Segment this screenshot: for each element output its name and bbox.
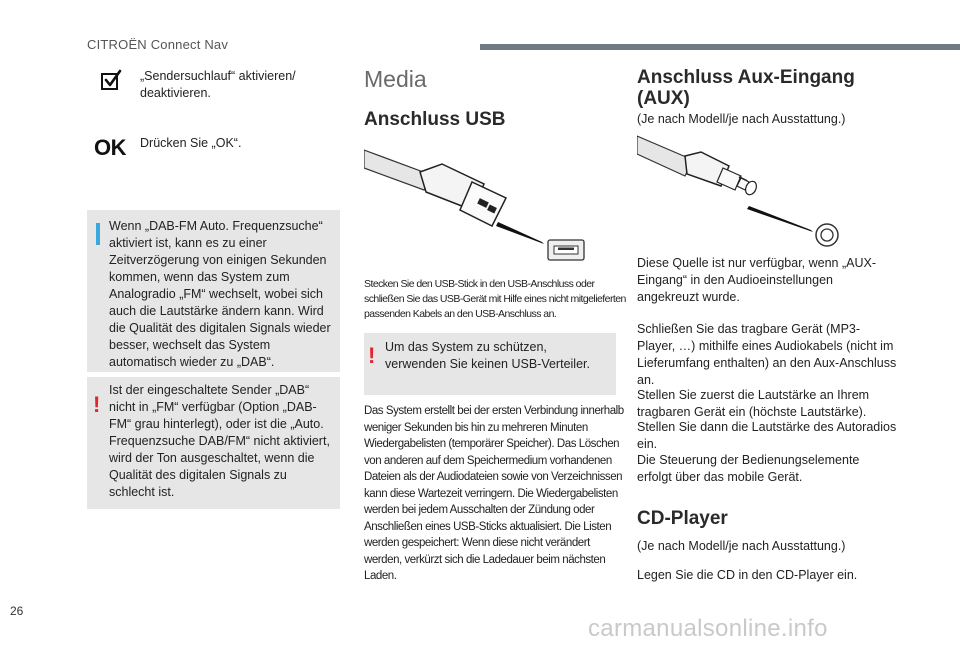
aux-jack-illustration	[637, 134, 847, 250]
aux-paragraph-3b: Stellen Sie dann die Lautstärke des Autoradios ein.	[637, 420, 897, 451]
warning-box	[87, 377, 340, 509]
heading-aux-line1: Anschluss Aux-Eingang	[637, 67, 855, 88]
heading-usb: Anschluss USB	[364, 109, 506, 130]
header-bar	[480, 44, 960, 50]
usb-caption: Stecken Sie den USB-Stick in den USB-Anschluss oder schließen Sie das USB-Gerät mit Hilfe eines nicht mitgelieferten passenden Kabels an den USB-Anschluss an.	[364, 278, 626, 320]
usb-warning-text: Um das System zu schützen, verwenden Sie keinen USB-Verteiler.	[385, 340, 590, 371]
aux-paragraph-1: Diese Quelle ist nur verfügbar, wenn „AUX-Eingang“ in den Audioeinstellungen angekreuzt wurde.	[637, 256, 876, 304]
warning-icon: !	[93, 392, 101, 417]
aux-paragraph-2: Schließen Sie das tragbare Gerät (MP3-Player, …) mithilfe eines Audiokabels (nicht im Lieferumfang enthalten) an den Aux-Anschluss an.	[637, 322, 897, 387]
usb-warning-box	[364, 333, 616, 395]
page-number: 26	[10, 604, 24, 618]
usb-body-text: Das System erstellt bei der ersten Verbindung innerhalb weniger Sekunden bis hin zu mehreren Minuten Wiedergabelisten (temporärer Speicher). Das Löschen von anderen auf dem Speichermedium vorhandenen Dateien als der Audiodateien sowie von Verzeichnissen kann diese Wartezeit verringern. Die Wiedergabelisten werden bei jedem Ausschalten der Zündung oder Anschließen eines USB-Sticks aktualisiert. Die Listen werden gespeichert: Wenn diese nicht verändert werden, verkürzt sich die Ladedauer beim nächsten Laden.	[364, 405, 624, 582]
sendersuchlauf-text: „Sendersuchlauf“ aktivieren/ deaktivieren.	[140, 69, 296, 100]
info-box	[87, 210, 340, 372]
info-box-text: Wenn „DAB-FM Auto. Frequenzsuche“ aktiviert ist, kann es zu einer Zeitverzögerung von einigen Sekunden kommen, wenn das System zum Analogradio „FM“ wechselt, wobei sich auch die Lautstärke ändern kann. Wird die Qualität des digitalen Signals wieder besser, wechselt das System automatisch wieder zu „DAB“.	[109, 219, 331, 369]
watermark: carmanualsonline.info	[588, 615, 828, 642]
header-title: CITROËN Connect Nav	[87, 37, 229, 52]
ok-instruction-text: Drücken Sie „OK“.	[140, 136, 242, 150]
ok-label-icon: OK	[94, 135, 126, 160]
heading-cd-player: CD-Player	[637, 508, 728, 529]
warning-icon: !	[368, 343, 376, 368]
warning-box-text: Ist der eingeschaltete Sender „DAB“ nicht in „FM“ verfügbar (Option „DAB-FM“ grau hinterlegt), oder ist die „Auto. Frequenzsuche DAB/FM“ nicht aktiviert, wird der Ton ausgeschaltet, wenn die Qualität des digitalen Signals zu schlecht ist.	[109, 383, 330, 499]
heading-aux-line2: (AUX)	[637, 88, 690, 109]
checkbox-check-icon	[100, 69, 122, 91]
aux-paragraph-3a: Stellen Sie zuerst die Lautstärke an Ihrem tragbaren Gerät ein (höchste Lautstärke).	[637, 388, 870, 419]
cd-text: Legen Sie die CD in den CD-Player ein.	[637, 568, 858, 582]
usb-plug-illustration	[364, 146, 594, 262]
info-icon	[96, 223, 100, 245]
aux-paragraph-3c: Die Steuerung der Bedienungselemente erfolgt über das mobile Gerät.	[637, 453, 860, 484]
section-title-media: Media	[364, 66, 427, 92]
aux-note: (Je nach Modell/je nach Ausstattung.)	[637, 112, 846, 126]
cd-note: (Je nach Modell/je nach Ausstattung.)	[637, 539, 846, 553]
